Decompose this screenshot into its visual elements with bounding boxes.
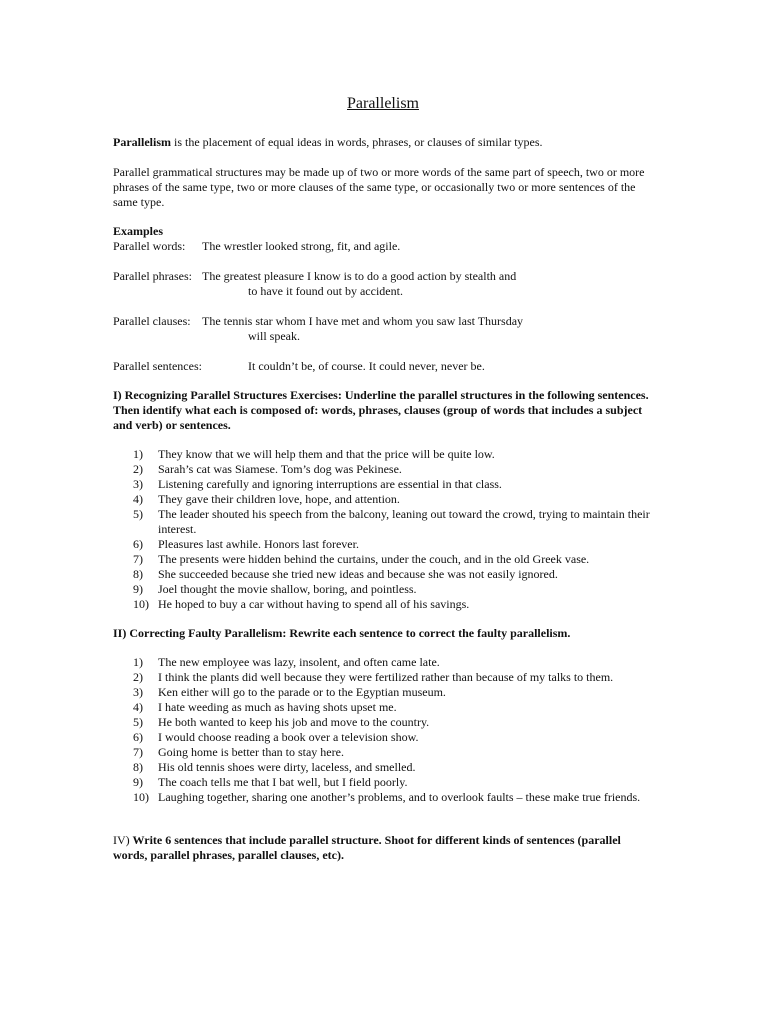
item-number: 3) [133, 477, 143, 491]
item-number: 1) [133, 655, 143, 669]
item-text: I think the plants did well because they were fertilized rather than because of my talks to them. [158, 670, 614, 684]
list-item [113, 760, 653, 775]
item-number: 6) [133, 730, 143, 744]
item-number: 10) [133, 597, 149, 611]
definition-text: is the placement of equal ideas in words, phrases, or clauses of similar types. [170, 135, 543, 149]
example-clauses-cont [113, 329, 653, 344]
item-text: They know that we will help them and that the price will be quite low. [158, 447, 495, 461]
item-number: 9) [133, 775, 143, 789]
example-phrases-text: The greatest pleasure I know is to do a good action by stealth and [202, 269, 517, 283]
item-text: The presents were hidden behind the curtains, under the couch, and in the old Greek vase. [158, 552, 590, 566]
item-number: 4) [133, 492, 143, 506]
section2-heading: II) Correcting Faulty Parallelism: Rewrite each sentence to correct the faulty parallelism. [113, 626, 571, 640]
example-clauses-cont-text: will speak. [248, 329, 300, 343]
item-text: The coach tells me that I bat well, but I field poorly. [158, 775, 408, 789]
item-text: The leader shouted his speech from the balcony, leaning out toward the crowd, trying to maintain their interest. [158, 507, 650, 536]
item-number: 8) [133, 760, 143, 774]
example-phrases-label: Parallel phrases: [113, 269, 192, 283]
item-number: 4) [133, 700, 143, 714]
item-number: 10) [133, 790, 149, 804]
item-text: Ken either will go to the parade or to the Egyptian museum. [158, 685, 446, 699]
definition-paragraph [113, 135, 653, 150]
section4-heading: Write 6 sentences that include parallel structure. Shoot for different kinds of sentences (parallel words, parallel phrases, parallel clauses, etc). [113, 833, 621, 862]
list-item [113, 552, 653, 567]
item-number: 5) [133, 715, 143, 729]
example-clauses-label: Parallel clauses: [113, 314, 191, 328]
list-item [113, 507, 653, 537]
item-text: I hate weeding as much as having shots upset me. [158, 700, 397, 714]
list-item [113, 700, 653, 715]
example-sentences-label: Parallel sentences: [113, 359, 202, 373]
item-text: They gave their children love, hope, and attention. [158, 492, 400, 506]
section1-heading: I) Recognizing Parallel Structures Exercises: Underline the parallel structures in the following sentences. Then identify what each is composed of: words, phrases, clauses (group of words that includes a subject and verb) or sentences. [113, 388, 649, 432]
section4-paragraph [113, 833, 653, 863]
item-text: She succeeded because she tried new ideas and because she was not easily ignored. [158, 567, 558, 581]
list-item [113, 582, 653, 597]
list-item [113, 670, 653, 685]
example-clauses-text: The tennis star whom I have met and whom you saw last Thursday [202, 314, 524, 328]
list-item [113, 492, 653, 507]
section2-list [113, 655, 653, 805]
example-words [113, 239, 653, 254]
example-clauses [113, 314, 653, 329]
item-number: 9) [133, 582, 143, 596]
item-text: The new employee was lazy, insolent, and often came late. [158, 655, 440, 669]
list-item [113, 597, 653, 612]
list-item [113, 775, 653, 790]
example-words-text: The wrestler looked strong, fit, and agile. [202, 239, 401, 253]
item-text: Listening carefully and ignoring interruptions are essential in that class. [158, 477, 502, 491]
example-phrases-cont [113, 284, 653, 299]
item-number: 7) [133, 745, 143, 759]
list-item [113, 685, 653, 700]
list-item [113, 745, 653, 760]
item-number: 8) [133, 567, 143, 581]
list-item [113, 567, 653, 582]
example-sentences [113, 359, 653, 374]
examples-block [113, 224, 653, 374]
item-text: Sarah’s cat was Siamese. Tom’s dog was Pekinese. [158, 462, 402, 476]
page-title: Parallelism [347, 95, 419, 112]
item-text: He hoped to buy a car without having to spend all of his savings. [158, 597, 470, 611]
definition-term: Parallelism [113, 135, 171, 149]
item-number: 2) [133, 462, 143, 476]
item-text: Laughing together, sharing one another’s problems, and to overlook faults – these make true friends. [158, 790, 641, 804]
item-text: His old tennis shoes were dirty, laceless, and smelled. [158, 760, 416, 774]
list-item [113, 462, 653, 477]
list-item [113, 447, 653, 462]
item-number: 2) [133, 670, 143, 684]
list-item [113, 537, 653, 552]
item-text: Joel thought the movie shallow, boring, and pointless. [158, 582, 417, 596]
example-sentences-text: It couldn’t be, of course. It could never, never be. [248, 359, 485, 373]
list-item [113, 655, 653, 670]
item-text: I would choose reading a book over a television show. [158, 730, 419, 744]
list-item [113, 715, 653, 730]
example-phrases [113, 269, 653, 284]
item-text: Going home is better than to stay here. [158, 745, 344, 759]
example-words-label: Parallel words: [113, 239, 186, 253]
item-number: 6) [133, 537, 143, 551]
item-text: Pleasures last awhile. Honors last forever. [158, 537, 359, 551]
section1-list [113, 447, 653, 612]
item-number: 5) [133, 507, 143, 521]
section4-label: IV) [113, 833, 130, 847]
item-text: He both wanted to keep his job and move to the country. [158, 715, 430, 729]
list-item [113, 730, 653, 745]
examples-heading: Examples [113, 224, 164, 238]
structures-paragraph: Parallel grammatical structures may be made up of two or more words of the same part of speech, two or more phrases of the same type, two or more clauses of the same type, or occasionally two or more sentences of the same type. [113, 165, 645, 209]
item-number: 7) [133, 552, 143, 566]
list-item [113, 477, 653, 492]
item-number: 1) [133, 447, 143, 461]
item-number: 3) [133, 685, 143, 699]
list-item [113, 790, 653, 805]
example-phrases-cont-text: to have it found out by accident. [248, 284, 403, 298]
